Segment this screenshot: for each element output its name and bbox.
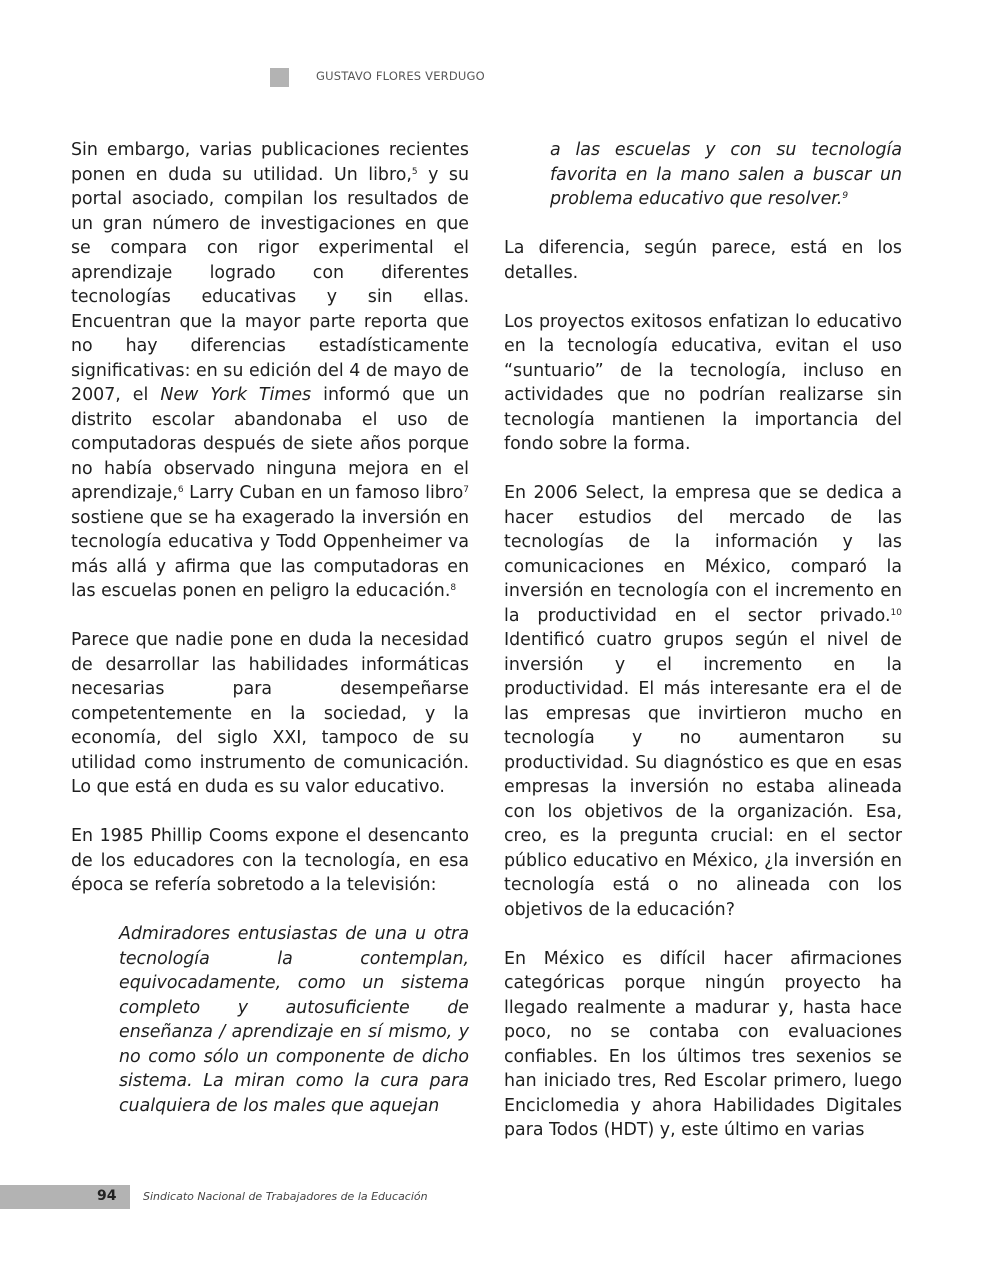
footnote-ref[interactable]: 6	[177, 485, 184, 495]
footnote-ref[interactable]: 5	[411, 166, 418, 177]
paragraph: En 1985 Phillip Cooms expone el desencanto de los educadores con la tecnología, en esa época se refería sobretodo a la televisión:	[71, 826, 469, 895]
paragraph: La diferencia, según parece, está en los detalles.	[504, 238, 902, 283]
paragraph: En México es difícil hacer afirmaciones categóricas porque ningún proyecto ha llegado realmente a madurar y, hasta hace poco, no se contaba con evaluaciones confiables. En los últimos tres sexenios se han iniciado tres, Red Escolar primero, luego Enciclomedia y ahora Habilidades Digitales para Todos (HDT) y, este último en varias	[504, 948, 902, 1140]
footnote-ref[interactable]: 9	[842, 191, 849, 201]
footnote-ref[interactable]: 7	[463, 485, 469, 495]
paragraph: En 2006 Select, la empresa que se dedica a hacer estudios del mercado de las tecnologías de la información y las comunicaciones en México, comparó la inversión en tecnología con el incremento en la productividad en el sector privado.$^{10}$ Identificó cuatro grupos según el nivel de inversión y el incremento en la productividad. El más interesante era el de las empresas que invirtieron mucho en tecnología y no aumentaron su productividad. Su diagnóstico es que en esas empresas la inversión no estaba alineada con los objetivos de la organización. Esa, creo, es la pregunta crucial: en el sector público educativo en México, ¿la inversión en tecnología está o no alineada con los objetivos de la educación?	[504, 483, 902, 920]
block-quote-continued: a las escuelas y con su tecnología favorita en la mano salen a buscar un problema educativo que resolver.$^9$	[550, 140, 902, 209]
header-marker	[270, 68, 289, 87]
paragraph: Los proyectos exitosos enfatizan lo educativo en la tecnología educativa, evitan el uso “suntuario” de la tecnología, incluso en actividades que no podrían realizarse sin tecnología mantienen la importancia del fondo sobre la forma.	[504, 311, 902, 454]
running-header-author: GUSTAVO FLORES VERDUGO	[316, 69, 485, 83]
paragraph: Parece que nadie pone en duda la necesidad de desarrollar las habilidades informáticas necesarias para desempeñarse competentemente en la sociedad, y la economía, del siglo XXI, tampoco de su utilidad como instrumento de comunicación. Lo que está en duda es su valor educativo.	[71, 630, 469, 797]
footnote-ref[interactable]: 10	[890, 607, 902, 618]
paragraph: Sin embargo, varias publicaciones recientes ponen en duda su utilidad. Un libro,$^5$ y su portal asociado, compilan los resultados de un gran número de investigaciones en que se compara con rigor experimental el aprendizaje logrado con diferentes tecnologías educativas y sin ellas. Encuentran que la mayor parte reporta que no hay diferencias estadísticamente significativas: en su edición del 4 de mayo de 2007, el New York Times informó que un distrito escolar abandonaba el uso de computadoras después de siete años porque no había observado ninguna mejora en el aprendizaje,$^6$ Larry Cuban en un famoso libro$^7$ sostiene que se ha exagerado la inversión en tecnología educativa y Todd Oppenheimer va más allá y afirma que las computadoras en las escuelas ponen en peligro la educación.$^8$	[71, 140, 470, 601]
page-number: 94	[97, 1188, 117, 1204]
right-column	[504, 138, 902, 1167]
footnote-ref[interactable]: 8	[450, 583, 457, 593]
left-column	[71, 138, 469, 1143]
newspaper-title: New York Times	[160, 385, 312, 405]
footer-organization: Sindicato Nacional de Trabajadores de la Educación	[143, 1190, 428, 1203]
block-quote: Admiradores entusiastas de una u otra tecnología la contemplan, equivocadamente, como un sistema completo y autosuficiente de enseñanza / aprendizaje en sí mismo, y no como sólo un componente de dicho sistema. La miran como la cura para cualquiera de los males que aquejan	[119, 924, 469, 1116]
